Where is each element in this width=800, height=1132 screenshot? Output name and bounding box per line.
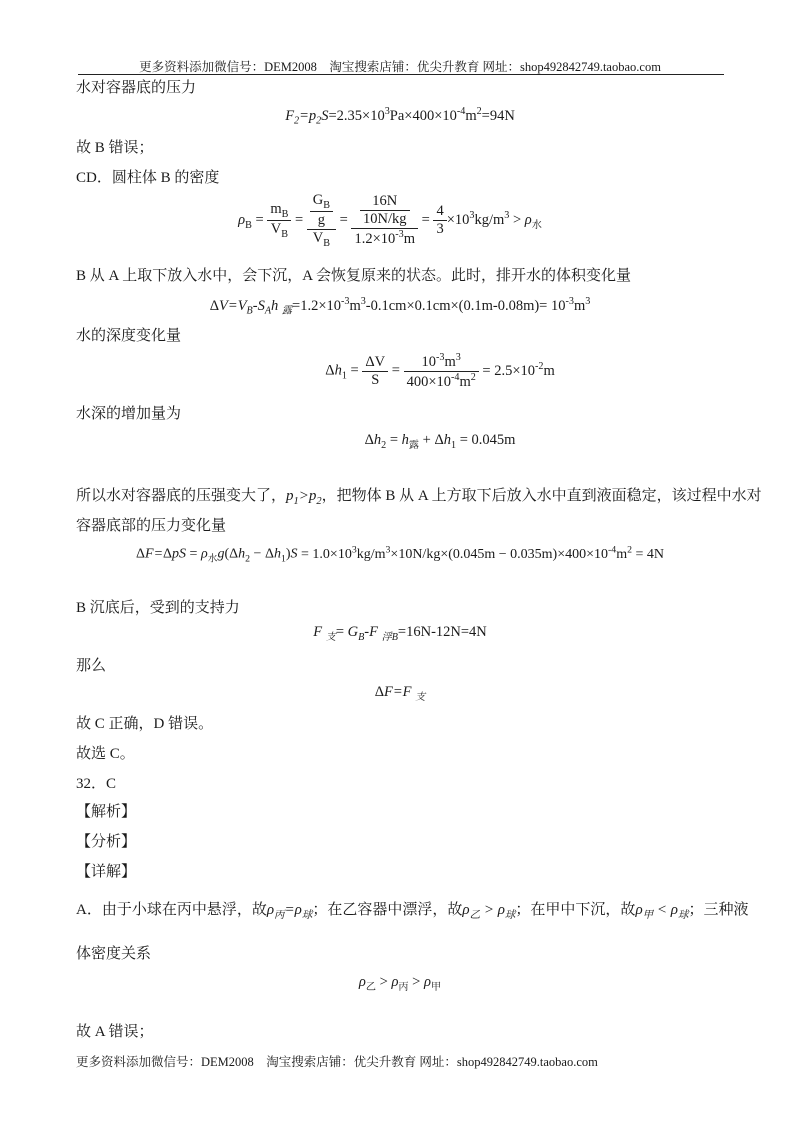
text-line: 那么 <box>76 658 107 674</box>
text-line: 水对容器底的压力 <box>76 80 197 96</box>
text-line: CD．圆柱体 B 的密度 <box>76 170 220 186</box>
equation-depth-change: $\Delta h_1$ = $\frac{\Delta V}{S}$ = $\frac{10^{-3}m^3}{400\times 10^{-4}m^2}$ = $2.5\times 10^{-2}m$ <box>325 352 555 390</box>
text-line: 故 B 错误； <box>76 140 154 156</box>
equation-volume-change: $\Delta V=V_B-S_Ah$ $_露=1.2\times 10^{-3}m^3-0.1cm\times 0.1cm\times(0.1m-0.08m)= 10^{-3}m^3$ <box>209 296 591 317</box>
text-line: 容器底部的压力变化量 <box>76 518 227 534</box>
header-divider <box>78 74 724 75</box>
equation-support-force: F $_支= G_B-F$ $_{浮B}$=16N-12N=4N <box>313 624 487 643</box>
text-line: 水的深度变化量 <box>76 328 182 344</box>
page-header: 更多资料添加微信号：DEM2008 淘宝搜索店铺：优尖升教育 网址：shop492842749.taobao.com <box>139 60 661 74</box>
text-line: 故 A 错误； <box>76 1024 154 1040</box>
text-line: 体密度关系 <box>76 946 152 962</box>
page-footer: 更多资料添加微信号：DEM2008 淘宝搜索店铺：优尖升教育 网址：shop492842749.taobao.com <box>76 1055 598 1069</box>
section-heading: 【解析】 <box>76 804 137 820</box>
text-line: B 从 A 上取下放入水中，会下沉，A 会恢复原来的状态。此时，排开水的体积变化量 <box>76 268 632 284</box>
text-line: 水深的增加量为 <box>76 406 182 422</box>
text-line: A．由于小球在丙中悬浮，故$\rho_丙=\rho_球$；在乙容器中漂浮，故$\rho_乙 > \rho_球$；在甲中下沉，故$\rho_甲 < \rho_球$；三种液 <box>76 902 749 921</box>
text-line: 故选 C。 <box>76 746 135 762</box>
section-heading: 【分析】 <box>76 834 137 850</box>
text-line: B 沉底后，受到的支持力 <box>76 600 240 616</box>
equation-depth-increase: $\Delta h_2 = h_露 + \Delta h_1 = 0.045m$ <box>364 432 516 451</box>
equation-density-b: $\rho_B$ = $\frac{m_B}{V_B}$ = $\frac{\frac{G_B}{g}}{V_B}$ = $\frac{\frac{16N}{10N/kg}}{1.2\times 10^{-3}m}$ = $\frac{4}{3}$ $\times 10^3kg/m^3 > \rho_水$ <box>238 192 542 249</box>
equation-pressure-force: $F_2=p_2S=2.35\times 10^3Pa\times 400\times 10^{-4}m^2=94N$ <box>285 106 515 127</box>
equation-force-change: $\Delta F=\Delta pS = \rho_水g(\Delta h_2 - \Delta h_1)S = 1.0\times 10^3kg/m^3\times 10N/kg\times(0.045m - 0.035m)\times 400\times 10^{-4}m^2 = 4N$ <box>136 544 664 565</box>
equation-delta-f: ΔF=F $_支$ <box>374 684 426 703</box>
section-heading: 【详解】 <box>76 864 137 880</box>
answer-number: 32．C <box>76 776 117 792</box>
text-line: 故 C 正确，D 错误。 <box>76 716 214 732</box>
equation-density-order: $\rho_乙 > \rho_丙 > \rho_甲$ <box>358 974 442 993</box>
text-line: 所以水对容器底的压强变大了，$p_1>p_2$，把物体 B 从 A 上方取下后放入水中直到液面稳定，该过程中水对 <box>76 488 762 507</box>
